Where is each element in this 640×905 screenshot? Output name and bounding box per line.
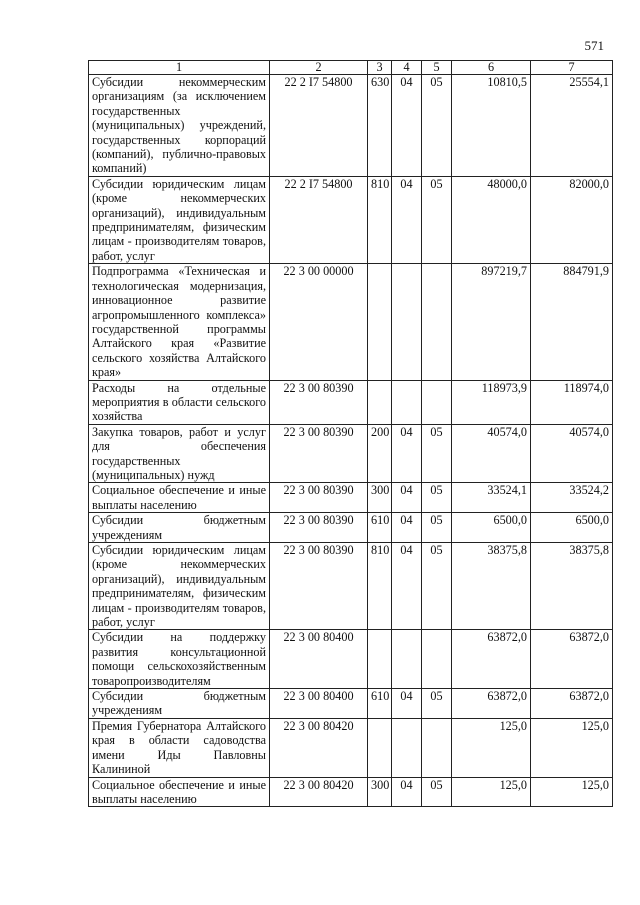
row-subsection: 05 [422,543,452,630]
table-row [89,543,613,630]
row-code: 22 3 00 80390 [270,543,368,630]
row-name: Премия Губернатора Алтайского края в области садоводства имени Иды Павловны Калининой [89,718,270,777]
row-expense-type: 200 [368,424,392,483]
row-value-7: 125,0 [531,777,613,807]
row-code: 22 3 00 80390 [270,513,368,543]
budget-table [88,60,613,807]
row-name: Субсидии некоммерческим организациям (за исключением государственных (муниципальных) учреждений, государственных корпораций (компаний), публично-правовых компаний) [89,75,270,177]
row-section [392,718,422,777]
row-value-6: 38375,8 [452,543,531,630]
row-section: 04 [392,513,422,543]
row-section: 04 [392,777,422,807]
row-value-6: 48000,0 [452,176,531,263]
row-value-7: 63872,0 [531,630,613,689]
table-row [89,718,613,777]
row-subsection [422,630,452,689]
row-section [392,264,422,380]
row-value-6: 6500,0 [452,513,531,543]
row-code: 22 3 00 80420 [270,718,368,777]
row-subsection [422,718,452,777]
row-expense-type [368,718,392,777]
column-header-5: 5 [422,61,452,75]
table-row [89,264,613,380]
row-expense-type [368,264,392,380]
page-number: 571 [584,38,604,53]
row-value-7: 33524,2 [531,483,613,513]
row-section: 04 [392,75,422,177]
row-expense-type: 610 [368,689,392,719]
row-name: Закупка товаров, работ и услуг для обеспечения государственных (муниципальных) нужд [89,424,270,483]
row-value-7: 118974,0 [531,380,613,424]
row-code: 22 2 I7 54800 [270,176,368,263]
table-row [89,689,613,719]
row-value-6: 63872,0 [452,630,531,689]
row-subsection: 05 [422,483,452,513]
column-header-3: 3 [368,61,392,75]
row-name: Социальное обеспечение и иные выплаты населению [89,777,270,807]
row-code: 22 3 00 80390 [270,380,368,424]
row-section [392,630,422,689]
row-subsection: 05 [422,689,452,719]
row-subsection: 05 [422,75,452,177]
row-code: 22 3 00 80390 [270,483,368,513]
row-value-7: 40574,0 [531,424,613,483]
row-value-7: 125,0 [531,718,613,777]
column-header-6: 6 [452,61,531,75]
row-value-6: 63872,0 [452,689,531,719]
row-expense-type: 630 [368,75,392,177]
table-row [89,176,613,263]
row-code: 22 3 00 00000 [270,264,368,380]
row-code: 22 3 00 80400 [270,630,368,689]
column-header-4: 4 [392,61,422,75]
row-expense-type: 610 [368,513,392,543]
table-header-row [89,61,613,75]
column-header-7: 7 [531,61,613,75]
row-name: Субсидии на поддержку развития консультационной помощи сельскохозяйственным товаропроизводителям [89,630,270,689]
table-row [89,777,613,807]
row-value-6: 125,0 [452,718,531,777]
row-expense-type: 300 [368,777,392,807]
row-value-7: 63872,0 [531,689,613,719]
row-value-7: 6500,0 [531,513,613,543]
table-row [89,483,613,513]
row-name: Социальное обеспечение и иные выплаты населению [89,483,270,513]
row-name: Субсидии бюджетным учреждениям [89,689,270,719]
row-expense-type [368,380,392,424]
row-section: 04 [392,424,422,483]
row-subsection [422,380,452,424]
table-row [89,75,613,177]
row-code: 22 3 00 80400 [270,689,368,719]
row-section: 04 [392,689,422,719]
row-value-6: 10810,5 [452,75,531,177]
row-value-7: 884791,9 [531,264,613,380]
row-section: 04 [392,176,422,263]
row-section [392,380,422,424]
row-value-7: 82000,0 [531,176,613,263]
row-expense-type: 300 [368,483,392,513]
table-row [89,380,613,424]
row-value-7: 38375,8 [531,543,613,630]
row-section: 04 [392,543,422,630]
row-value-6: 118973,9 [452,380,531,424]
row-expense-type: 810 [368,543,392,630]
table-row [89,513,613,543]
column-header-2: 2 [270,61,368,75]
table-row [89,630,613,689]
row-name: Расходы на отдельные мероприятия в области сельского хозяйства [89,380,270,424]
row-name: Субсидии бюджетным учреждениям [89,513,270,543]
row-value-6: 33524,1 [452,483,531,513]
row-section: 04 [392,483,422,513]
row-expense-type [368,630,392,689]
row-subsection: 05 [422,513,452,543]
row-expense-type: 810 [368,176,392,263]
column-header-1: 1 [89,61,270,75]
row-subsection: 05 [422,424,452,483]
row-subsection [422,264,452,380]
row-name: Субсидии юридическим лицам (кроме некоммерческих организаций), индивидуальным предпринимателям, физическим лицам - производителям товаров, работ, услуг [89,543,270,630]
row-code: 22 3 00 80390 [270,424,368,483]
row-value-6: 897219,7 [452,264,531,380]
row-value-6: 125,0 [452,777,531,807]
table-row [89,424,613,483]
row-subsection: 05 [422,176,452,263]
row-subsection: 05 [422,777,452,807]
row-code: 22 2 I7 54800 [270,75,368,177]
row-name: Субсидии юридическим лицам (кроме некоммерческих организаций), индивидуальным предпринимателям, физическим лицам - производителям товаров, работ, услуг [89,176,270,263]
row-code: 22 3 00 80420 [270,777,368,807]
row-name: Подпрограмма «Техническая и технологическая модернизация, инновационное развитие агропромышленного комплекса» государственной программы Алтайского края «Развитие сельского хозяйства Алтайского края» [89,264,270,380]
row-value-6: 40574,0 [452,424,531,483]
row-value-7: 25554,1 [531,75,613,177]
